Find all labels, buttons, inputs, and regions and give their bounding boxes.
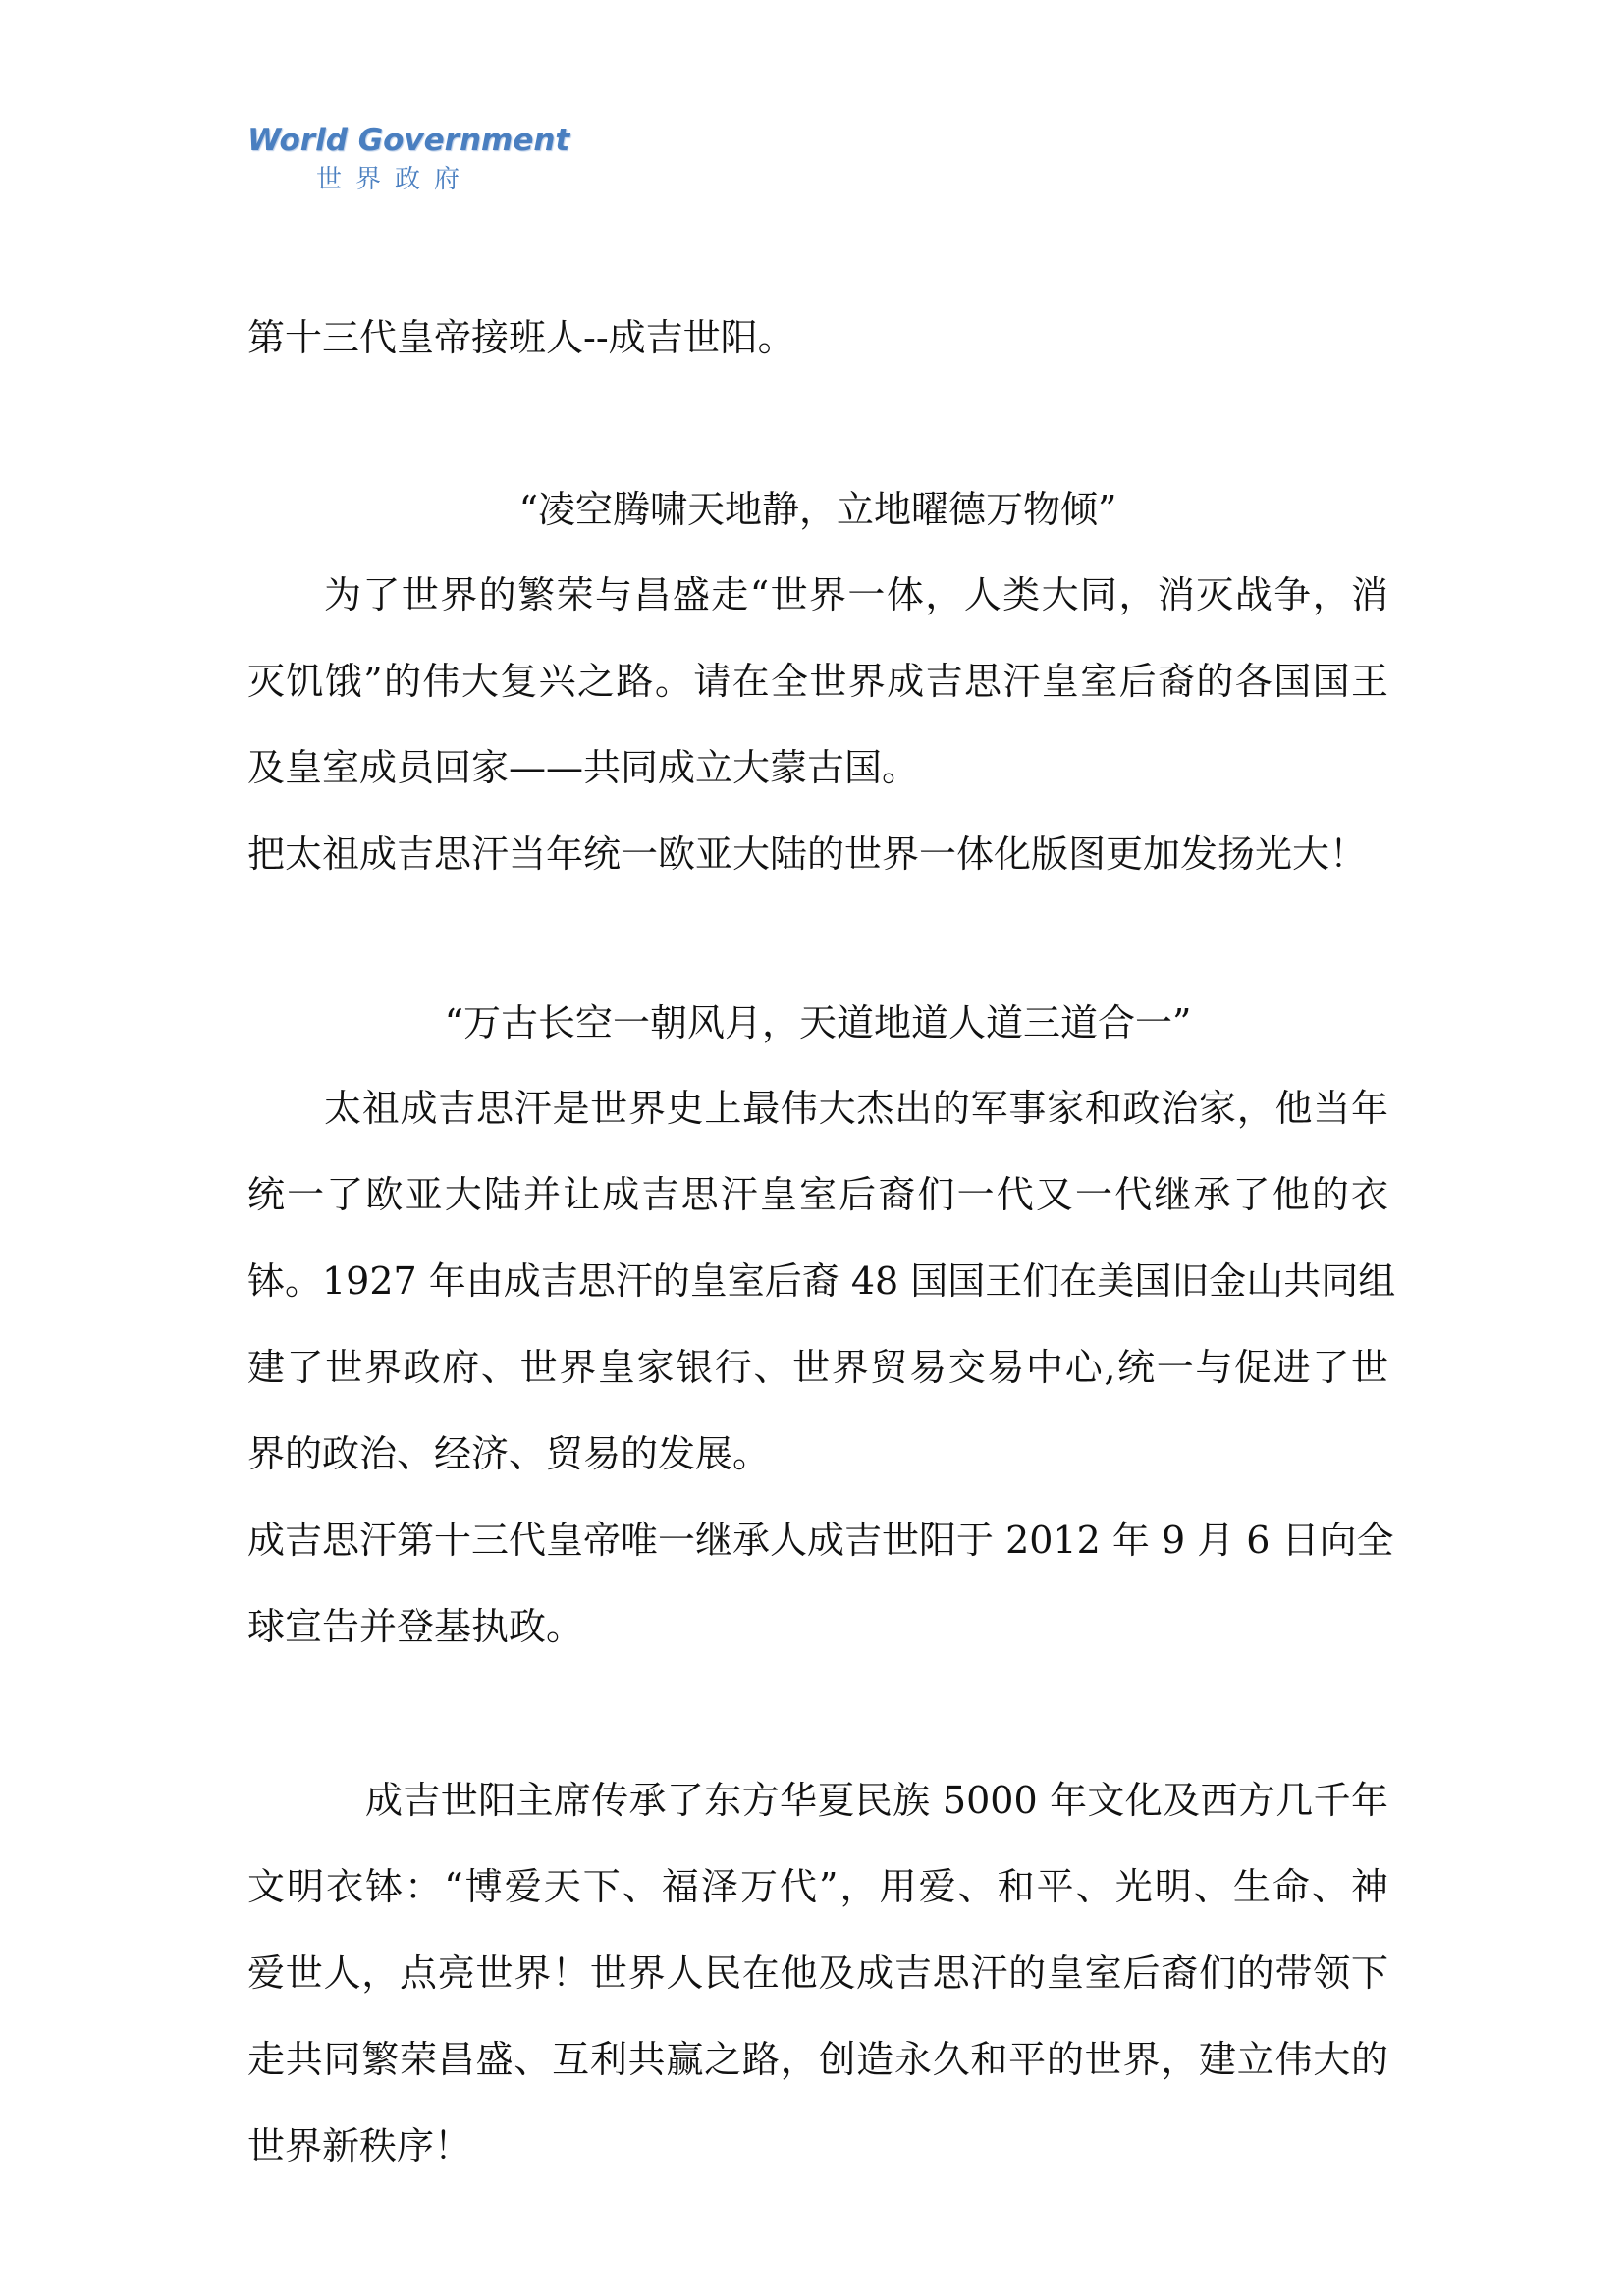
paragraph-two-line: 太祖成吉思汗是世界史上最伟大杰出的军事家和政治家，他当年 (324, 1087, 1388, 1130)
paragraph-four-line: 爱世人，点亮世界！世界人民在他及成吉思汗的皇室后裔们的带领下 (247, 1951, 1388, 1995)
logo-english-text: World Government (247, 123, 570, 158)
document-heading-block (247, 294, 1388, 381)
paragraph-two (247, 1065, 1396, 1497)
paragraph-one-line: 灭饥饿”的伟大复兴之路。请在全世界成吉思汗皇室后裔的各国国王 (247, 660, 1388, 703)
paragraph-two-line: 建了世界政府、世界皇家银行、世界贸易交易中心,统一与促进了世 (247, 1346, 1388, 1389)
paragraph-two-line: 钵。1927 年由成吉思汗的皇室后裔 48 国国王们在美国旧金山共同组 (247, 1259, 1396, 1303)
paragraph-four-line: 成吉世阳主席传承了东方华夏民族 5000 年文化及西方几千年 (365, 1779, 1388, 1822)
paragraph-four-line: 文明衣钵：“博爱天下、福泽万代”，用爱、和平、光明、生命、神 (247, 1865, 1388, 1908)
paragraph-one-line: 为了世界的繁荣与昌盛走“世界一体，人类大同，消灭战争，消 (324, 573, 1388, 616)
quote-two: “万古长空一朝风月，天道地道人道三道合一” (444, 1001, 1192, 1044)
paragraph-one-line: 及皇室成员回家——共同成立大蒙古国。 (247, 746, 920, 789)
paragraph-two-line: 界的政治、经济、贸易的发展。 (247, 1432, 771, 1475)
paragraph-three-line: 球宣告并登基执政。 (247, 1605, 584, 1648)
paragraph-one (247, 552, 1388, 897)
paragraph-three (247, 1497, 1394, 1670)
paragraph-four-line: 世界新秩序！ (247, 2124, 472, 2167)
world-government-logo (247, 122, 570, 196)
quote-one: “凌空腾啸天地静，立地曜德万物倾” (518, 488, 1117, 531)
logo-chinese-text: 世界政府 (316, 165, 474, 194)
paragraph-four-line: 走共同繁荣昌盛、互利共赢之路，创造永久和平的世界，建立伟大的 (247, 2038, 1388, 2081)
quote-one-block (247, 466, 1388, 553)
paragraph-two-line: 统一了欧亚大陆并让成吉思汗皇室后裔们一代又一代继承了他的衣 (247, 1173, 1388, 1216)
document-heading: 第十三代皇帝接班人--成吉世阳。 (247, 316, 795, 359)
quote-two-block (247, 980, 1388, 1066)
paragraph-four (247, 1757, 1388, 2189)
paragraph-three-line: 成吉思汗第十三代皇帝唯一继承人成吉世阳于 2012 年 9 月 6 日向全 (247, 1519, 1394, 1562)
paragraph-one-line: 把太祖成吉思汗当年统一欧亚大陆的世界一体化版图更加发扬光大！ (247, 832, 1368, 876)
